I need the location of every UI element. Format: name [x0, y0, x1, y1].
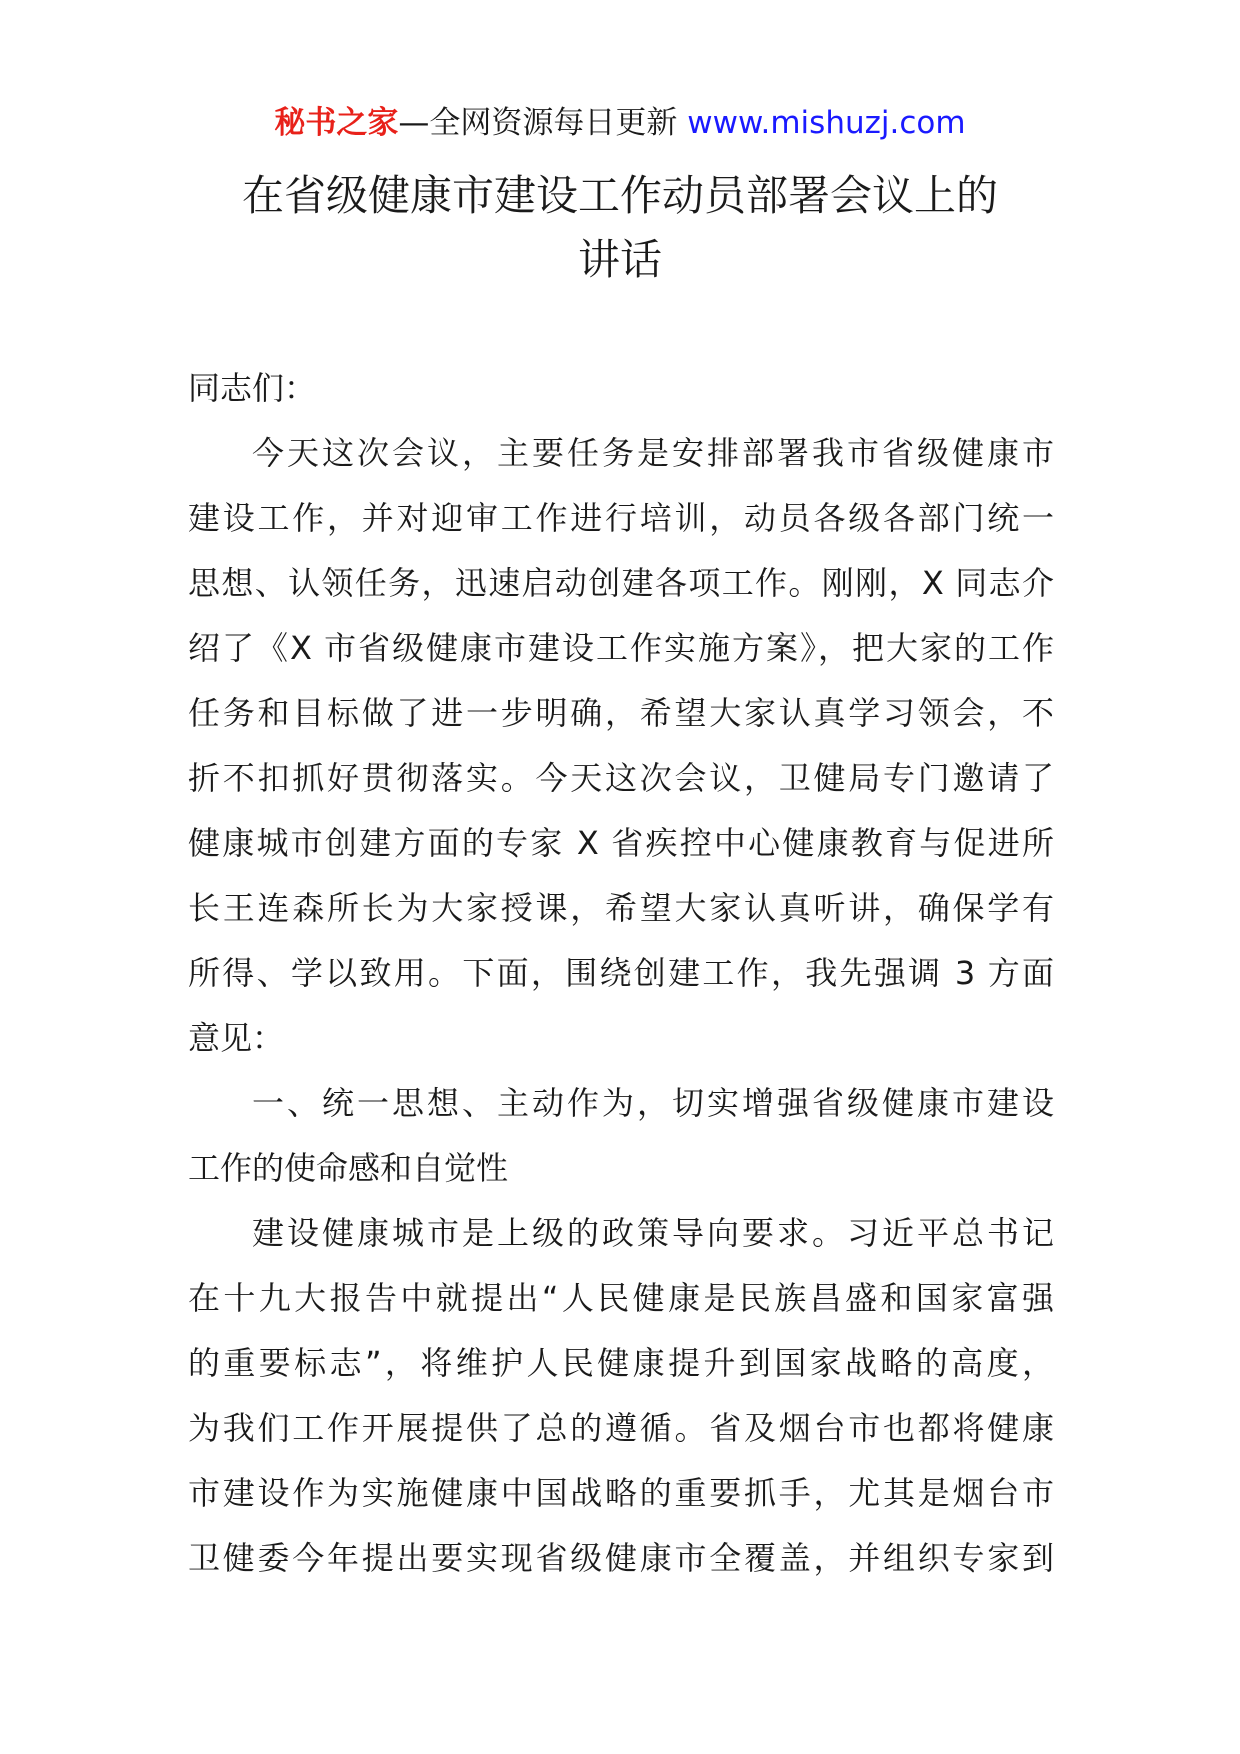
- site-brand: 秘书之家: [274, 105, 399, 141]
- paragraph-line: 建设健康城市是上级的政策导向要求。习近平总书记: [252, 1214, 1054, 1252]
- site-url[interactable]: www.mishuzj.com: [687, 105, 966, 141]
- paragraph-line: 任务和目标做了进一步明确，希望大家认真学习领会，不: [188, 694, 1054, 732]
- paragraph-line: 市建设作为实施健康中国战略的重要抓手，尤其是烟台市: [188, 1474, 1054, 1512]
- paragraph-line: 建设工作，并对迎审工作进行培训，动员各级各部门统一: [188, 499, 1054, 537]
- document-title: [170, 164, 1070, 292]
- paragraph-line: 健康城市创建方面的专家 X 省疾控中心健康教育与促进所: [188, 824, 1054, 862]
- paragraph-line: 为我们工作开展提供了总的遵循。省及烟台市也都将健康: [188, 1409, 1054, 1447]
- paragraph-line: 的重要标志”，将维护人民健康提升到国家战略的高度，: [188, 1344, 1054, 1382]
- section-heading-line: 一、统一思想、主动作为，切实增强省级健康市建设: [252, 1084, 1054, 1122]
- site-header: [0, 103, 1240, 143]
- section-heading-line: 工作的使命感和自觉性: [188, 1149, 509, 1187]
- paragraph-line: 绍了《X 市省级健康市建设工作实施方案》，把大家的工作: [188, 629, 1054, 667]
- document-body: [188, 356, 1054, 1591]
- paragraph-line: 所得、学以致用。下面，围绕创建工作，我先强调 3 方面: [188, 954, 1054, 992]
- paragraph-line: 卫健委今年提出要实现省级健康市全覆盖，并组织专家到: [188, 1539, 1054, 1577]
- site-slogan: —全网资源每日更新: [398, 105, 688, 141]
- paragraph-line: 意见：: [188, 1019, 285, 1057]
- document-title-line-2: 讲话: [577, 235, 662, 284]
- document-title-line-1: 在省级健康市建设工作动员部署会议上的: [241, 171, 998, 220]
- paragraph-line: 今天这次会议，主要任务是安排部署我市省级健康市: [252, 434, 1054, 472]
- paragraph-line: 长王连森所长为大家授课，希望大家认真听讲，确保学有: [188, 889, 1054, 927]
- paragraph-line: 思想、认领任务，迅速启动创建各项工作。刚刚，X 同志介: [188, 564, 1054, 602]
- salutation: 同志们：: [188, 369, 317, 407]
- paragraph-line: 在十九大报告中就提出“人民健康是民族昌盛和国家富强: [188, 1279, 1054, 1317]
- paragraph-line: 折不扣抓好贯彻落实。今天这次会议，卫健局专门邀请了: [188, 759, 1054, 797]
